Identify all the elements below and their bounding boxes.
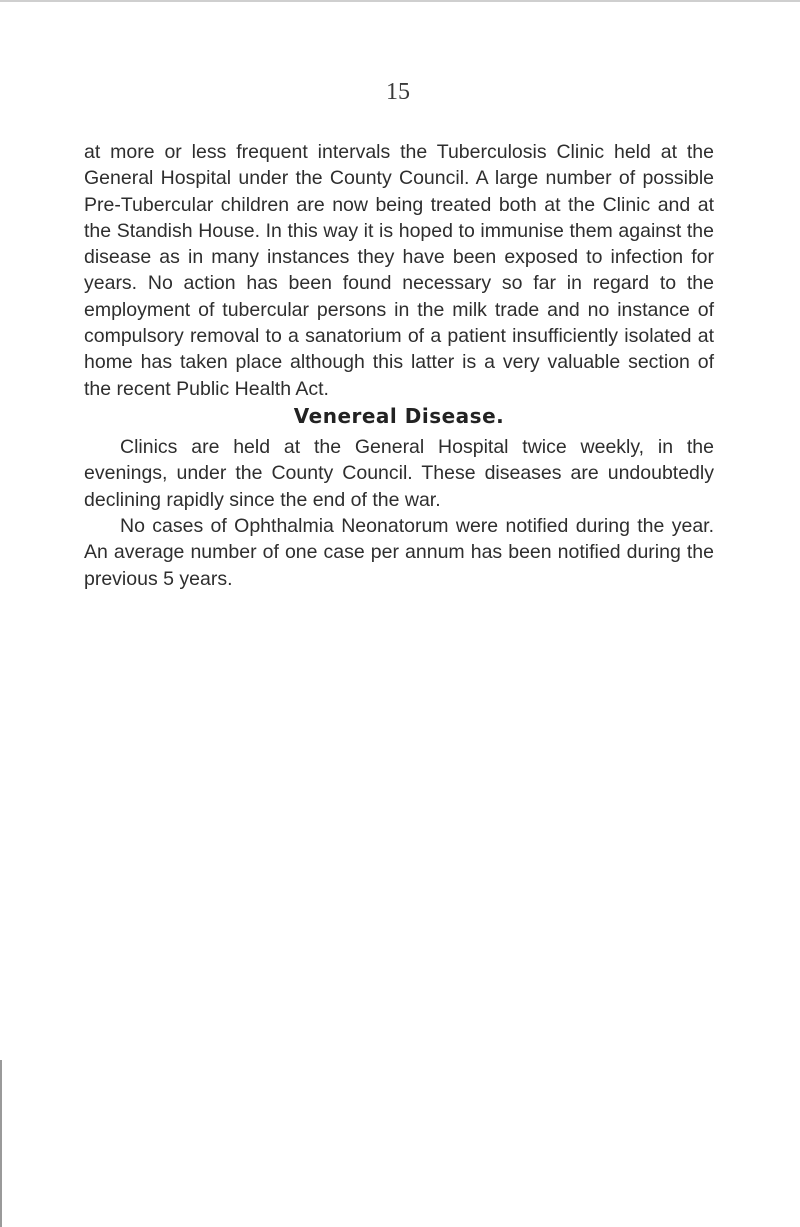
section-heading-venereal-disease: Venereal Disease. [293, 404, 505, 428]
top-edge-rule [0, 0, 800, 2]
page-number: 15 [386, 79, 410, 105]
paragraph-venereal-clinics: Clinics are held at the General Hospital twice weekly, in the evenings, under the County Council. These diseases are undoubtedly declining rapidly since the end of the war. [84, 436, 714, 511]
scan-edge-mark [0, 1060, 2, 1227]
paragraph-ophthalmia-neonatorum: No cases of Ophthalmia Neonatorum were notified during the year. An average number of one case per annum has been notified during the previous 5 years. [84, 515, 714, 590]
paragraph-tuberculosis-clinic: at more or less frequent intervals the Tuberculosis Clinic held at the General Hospital under the County Council. A large number of possible Pre-Tubercular children are now being treated both at the Clinic and at the Standish House. In this way it is hoped to immunise them against the disease as in many instances they have been exposed to infection for years. No action has been found necessary so far in regard to the employment of tubercular persons in the milk trade and no instance of compulsory removal to a sanatorium of a patient insufficiently isolated at home has taken place although this latter is a very valuable section of the recent Public Health Act. [84, 141, 714, 400]
